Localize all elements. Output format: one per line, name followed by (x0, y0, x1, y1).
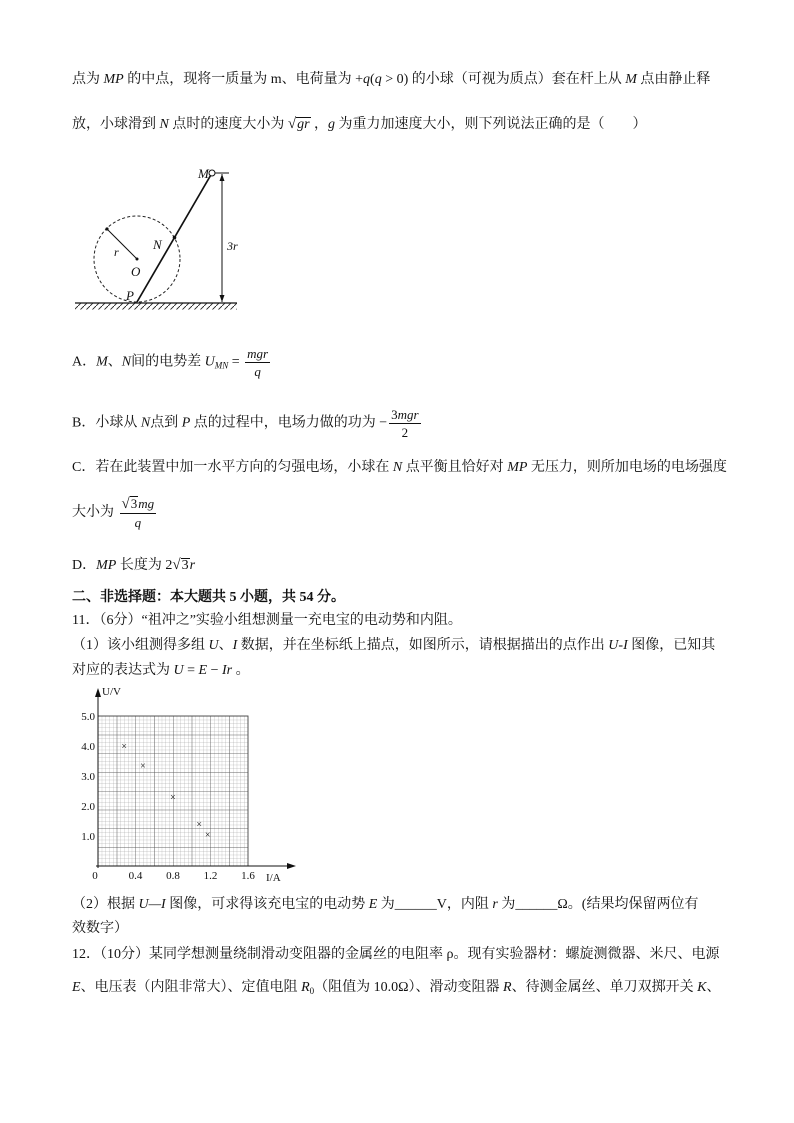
q12-text: 、电压表（内阻非常大）、定值电阻 (80, 980, 302, 995)
var-u: U (204, 354, 215, 370)
var-ir: Ir (222, 663, 233, 678)
radius-end-dot (105, 227, 108, 230)
x-tick-label: 1.2 (203, 870, 218, 882)
label-o: O (131, 264, 141, 279)
fraction (245, 346, 270, 379)
data-point: × (204, 830, 211, 841)
var-r: R (503, 980, 512, 995)
minus-sign: − (207, 663, 222, 678)
stem-text: 为重力加速度大小，则下列说法正确的是（ ） (335, 117, 647, 132)
sqrt-radicand: 3 (130, 496, 138, 511)
option-text: C．若在此装置中加一水平方向的匀强电场，小球在 (72, 460, 393, 475)
equals-sign: = (228, 354, 244, 370)
subscript-0: 0 (309, 986, 315, 996)
label-height: 3r (227, 239, 238, 253)
var-m: M (625, 72, 637, 87)
x-axis-arrow (287, 863, 296, 869)
q11-part2-line-1 (72, 895, 698, 915)
var-r: r (189, 558, 196, 573)
label-m: M (198, 166, 209, 181)
fraction-numerator (120, 496, 157, 514)
q11-part2-line-2: 效数字） (72, 921, 128, 936)
var-mp: MP (507, 460, 528, 475)
var-g: g (328, 117, 336, 132)
fraction-numerator (389, 407, 420, 424)
answer-blank-emf: ______ (394, 897, 437, 912)
q11-text: 为 (377, 897, 395, 912)
stem-text: 的中点，现将一质量为 m、电荷量为 + (123, 72, 364, 87)
data-point: × (170, 792, 176, 804)
option-label: B．小球从 (72, 415, 141, 431)
option-text: 点到 (150, 415, 182, 431)
q11-text: （1）该小组测得多组 (72, 638, 209, 653)
var-r: r (492, 897, 498, 912)
stem-text: 点时的速度大小为 (168, 117, 288, 132)
var-n: N (121, 354, 132, 370)
option-text: 无压力，则所加电场的电场强度 (527, 460, 727, 475)
data-point: × (140, 761, 146, 772)
var-m: M (96, 354, 108, 370)
q11-title: 11．（6分）“祖冲之”实验小组想测量一充电宝的电动势和内阻。 (72, 613, 462, 628)
q12-text: 、待测金属丝、单刀双掷开关 (511, 980, 698, 995)
fraction-denominator: q (134, 515, 142, 530)
option-label: D． (72, 558, 97, 573)
q11-part1-line-1 (72, 636, 715, 656)
sqrt-sign: √ (172, 557, 181, 573)
data-point: × (121, 741, 128, 753)
var-e: E (368, 897, 378, 912)
q11-text: 为 (497, 897, 516, 912)
sqrt-sign: √ (121, 496, 130, 512)
q12-text: 、 (706, 980, 721, 995)
fraction (120, 496, 157, 530)
q12-line-1: 12．（10分）某同学想测量绕制滑动变阻器的金属丝的电阻率 ρ。现有实验器材：螺旋测微器、米尺、电源 (72, 947, 720, 962)
var-u: U (208, 638, 219, 653)
stem-text: 点由静止释 (636, 72, 711, 87)
var-i: I (232, 638, 238, 653)
var-n: N (159, 117, 169, 132)
label-p: P (126, 288, 134, 303)
q11-text: 、 (218, 638, 233, 653)
q10-stem-line-1 (72, 70, 710, 90)
ground-hatching (75, 304, 237, 310)
var-n: N (140, 415, 151, 431)
stem-text: > 0) 的小球（可视为质点）套在杆上从 (381, 72, 626, 87)
y-tick-label: 1.0 (81, 831, 95, 843)
var-k: K (697, 980, 707, 995)
var-q: q (374, 72, 382, 87)
q11-text: 图像，已知其 (627, 638, 716, 653)
var-u-i: U—I (138, 897, 166, 912)
point-n-dot (173, 236, 177, 240)
q10-stem-line-2 (72, 114, 647, 135)
option-d (72, 555, 195, 576)
q11-text: 。 (232, 663, 250, 678)
answer-blank-resistance: ______ (515, 897, 558, 912)
y-tick-label: 3.0 (81, 771, 95, 783)
y-tick-label: 2.0 (81, 801, 95, 813)
var-r0: R (301, 980, 310, 995)
q11-text: 对应的表达式为 (72, 663, 174, 678)
stem-text: ( (370, 72, 375, 87)
q11-text: V，内阻 (436, 897, 493, 912)
q11-text: （2）根据 (72, 897, 139, 912)
x-tick-label: 0.4 (128, 870, 143, 882)
q12-line-2 (72, 978, 720, 1001)
y-tick-label: 4.0 (81, 741, 95, 753)
option-text: 间的电势差 (131, 354, 205, 370)
q11-text: 数据，并在坐标纸上描点，如图所示，请根据描出的点作出 (237, 638, 609, 653)
sqrt-radicand: gr (297, 117, 310, 132)
var-e: E (198, 663, 208, 678)
y-tick-label: 5.0 (81, 711, 95, 723)
sqrt-radicand: 3 (181, 558, 189, 573)
option-text: 长度为 2 (116, 558, 173, 573)
option-c-line-2 (72, 496, 158, 530)
x-axis-label: I/A (266, 872, 281, 884)
x-tick-label: 0.8 (166, 870, 180, 882)
var-e: E (72, 980, 81, 995)
option-b (72, 407, 423, 440)
q11-text: 图像，可求得该充电宝的电动势 (165, 897, 369, 912)
x-tick-label: 0 (92, 870, 98, 882)
option-c-line-1 (72, 458, 727, 478)
y-axis-label: U/V (102, 686, 121, 698)
label-r: r (114, 245, 119, 259)
option-a (72, 346, 272, 379)
sqrt-sign: √ (287, 116, 297, 132)
x-tick-label: 1.6 (241, 870, 255, 882)
height-arrow-head-bottom (220, 295, 225, 302)
subscript-mn: MN (214, 360, 229, 371)
numerator-variables: mgr (397, 407, 419, 422)
grid-major (98, 716, 248, 866)
var-u: U (173, 663, 184, 678)
equals-sign: = (183, 663, 199, 678)
var-q: q (363, 72, 371, 87)
var-u-i: U-I (608, 638, 628, 653)
center-dot (136, 258, 139, 261)
u-i-graph (70, 680, 310, 890)
fraction-denominator: q (254, 364, 261, 379)
option-label: A． (72, 354, 97, 370)
numerator-variables: mg (138, 496, 155, 511)
var-p: P (181, 415, 191, 431)
stem-text: 点为 (72, 72, 104, 87)
section-heading: 二、非选择题：本大题共 5 小题，共 54 分。 (72, 590, 345, 605)
var-n: N (392, 460, 403, 475)
option-text: 点的过程中，电场力做的功为 − (190, 415, 388, 431)
q12-text: （阻值为 10.0Ω）、滑动变阻器 (314, 980, 504, 995)
option-text: 大小为 (72, 505, 118, 521)
fraction-numerator: mgr (247, 346, 269, 361)
option-text: 点平衡且恰好对 (402, 460, 508, 475)
ball-at-m (209, 170, 215, 176)
var-mp: MP (96, 558, 117, 573)
stem-text: ， (310, 117, 329, 132)
radius-line (107, 229, 137, 259)
label-n: N (153, 237, 162, 252)
stem-text: 放，小球滑到 (72, 117, 160, 132)
option-text: 、 (107, 354, 122, 370)
var-mp: MP (103, 72, 124, 87)
fraction (389, 407, 420, 440)
fraction-denominator: 2 (401, 425, 409, 440)
q11-part1-line-2 (72, 661, 250, 681)
data-point: × (196, 819, 203, 831)
numerator-coefficient: 3 (391, 407, 398, 422)
height-arrow-head-top (220, 174, 225, 181)
y-axis-arrow (95, 688, 101, 697)
q11-text: Ω。(结果均保留两位有 (557, 897, 699, 912)
rod-circle-figure (60, 160, 250, 320)
